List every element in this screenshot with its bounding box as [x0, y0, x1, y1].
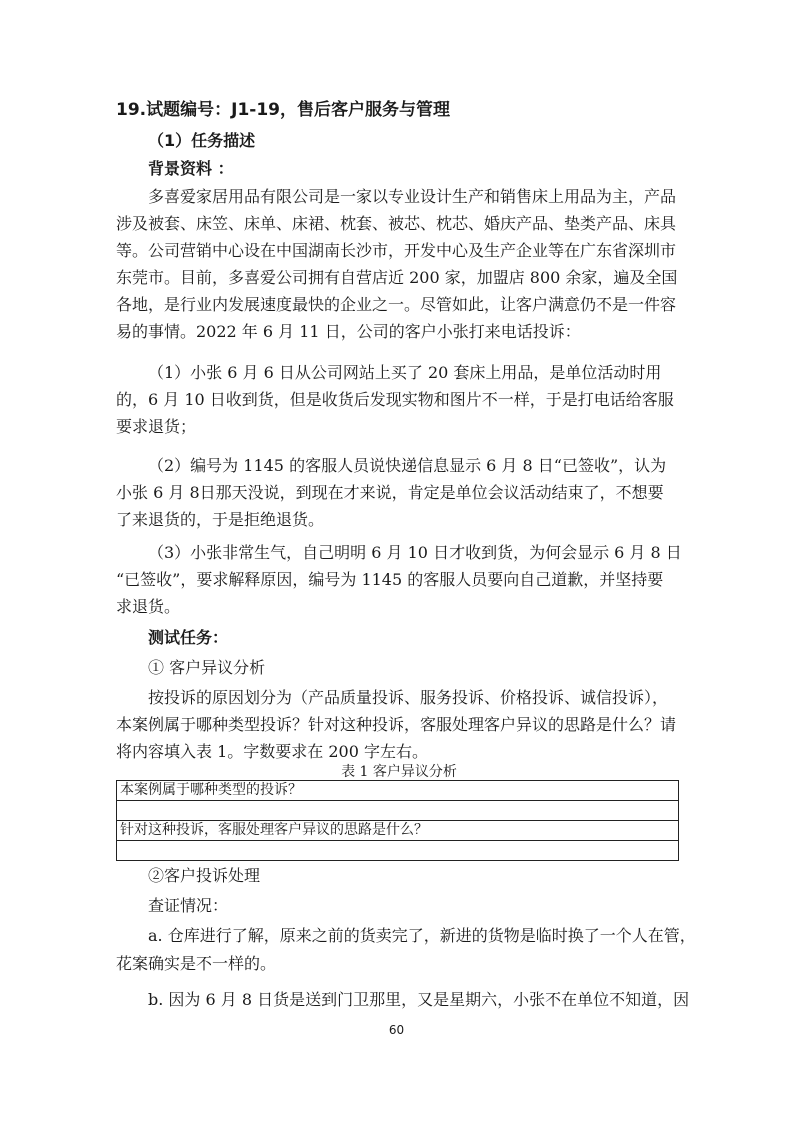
subtask-1-text: 将内容填入表 1。字数要求在 200 字左右。 [116, 742, 428, 761]
subtask-1-text: 本案例属于哪种类型投诉？针对这种投诉，客服处理客户异议的思路是什么？请 [116, 715, 677, 734]
table-row [117, 801, 679, 821]
section-task-description: （1）任务描述 [148, 131, 256, 150]
table-cell: 针对这种投诉，客服处理客户异议的思路是什么？ [117, 821, 679, 841]
table-row [117, 781, 679, 801]
subtask-1-title: ① 客户异议分析 [148, 658, 266, 677]
complaint-item-1: 要求退货； [116, 417, 197, 436]
paragraph-line: 涉及被套、床笠、床单、床裙、枕套、被芯、枕芯、婚庆产品、垫类产品、床具 [116, 214, 677, 233]
paragraph-line: 等。公司营销中心设在中国湖南长沙市，开发中心及生产企业等在广东省深圳市 [116, 241, 677, 260]
table-cell: 本案例属于哪种类型的投诉？ [117, 781, 679, 801]
verification-item-a: a. 仓库进行了解，原来之前的货卖完了，新进的货物是临时换了一个人在管， [148, 926, 696, 945]
objection-analysis-table [116, 780, 679, 861]
table-answer-cell[interactable] [117, 841, 679, 861]
paragraph-line: 易的事情。2022 年 6 月 11 日，公司的客户小张打来电话投诉： [116, 322, 581, 341]
subtask-1-text: 按投诉的原因划分为（产品质量投诉、服务投诉、价格投诉、诚信投诉）， [148, 688, 669, 707]
verification-label: 查证情况： [148, 896, 229, 915]
complaint-item-2: 了来退货的，于是拒绝退货。 [116, 510, 325, 529]
complaint-item-3: 求退货。 [116, 597, 181, 616]
paragraph-line: 东莞市。目前，多喜爱公司拥有自营店近 200 家，加盟店 800 余家，遍及全国 [116, 268, 678, 287]
table-row [117, 821, 679, 841]
background-label: 背景资料 ： [148, 159, 234, 178]
complaint-item-3: “已签收”，要求解释原因，编号为 1145 的客服人员要向自己道歉，并坚持要 [116, 570, 664, 589]
table-answer-cell[interactable] [117, 801, 679, 821]
complaint-item-2: （2）编号为 1145 的客服人员说快递信息显示 6 月 8 日“已签收”，认为 [148, 456, 667, 475]
table-row [117, 841, 679, 861]
page-number: 60 [388, 1023, 405, 1037]
test-task-label: 测试任务： [148, 628, 229, 647]
verification-item-a: 花案确实是不一样的。 [116, 954, 277, 973]
complaint-item-1: （1）小张 6 月 6 日从公司网站上买了 20 套床上用品，是单位活动时用 [148, 363, 662, 382]
question-heading: 19.试题编号：J1-19，售后客户服务与管理 [116, 100, 450, 120]
verification-item-b: b. 因为 6 月 8 日货是送到门卫那里，又是星期六，小张不在单位不知道，因 [148, 990, 690, 1009]
complaint-item-2: 小张 6 月 8日那天没说，到现在才来说，肯定是单位会议活动结束了，不想要 [116, 483, 664, 502]
subtask-2-title: ②客户投诉处理 [148, 866, 261, 885]
table-caption: 表 1 客户异议分析 [341, 764, 457, 780]
paragraph-line: 多喜爱家居用品有限公司是一家以专业设计生产和销售床上用品为主，产品 [148, 187, 677, 206]
complaint-item-1: 的，6 月 10 日收到货，但是收货后发现实物和图片不一样，于是打电话给客服 [116, 390, 674, 409]
paragraph-line: 各地，是行业内发展速度最快的企业之一。尽管如此，让客户满意仍不是一件容 [116, 295, 677, 314]
complaint-item-3: （3）小张非常生气，自己明明 6 月 10 日才收到货，为何会显示 6 月 8 日 [148, 543, 682, 562]
